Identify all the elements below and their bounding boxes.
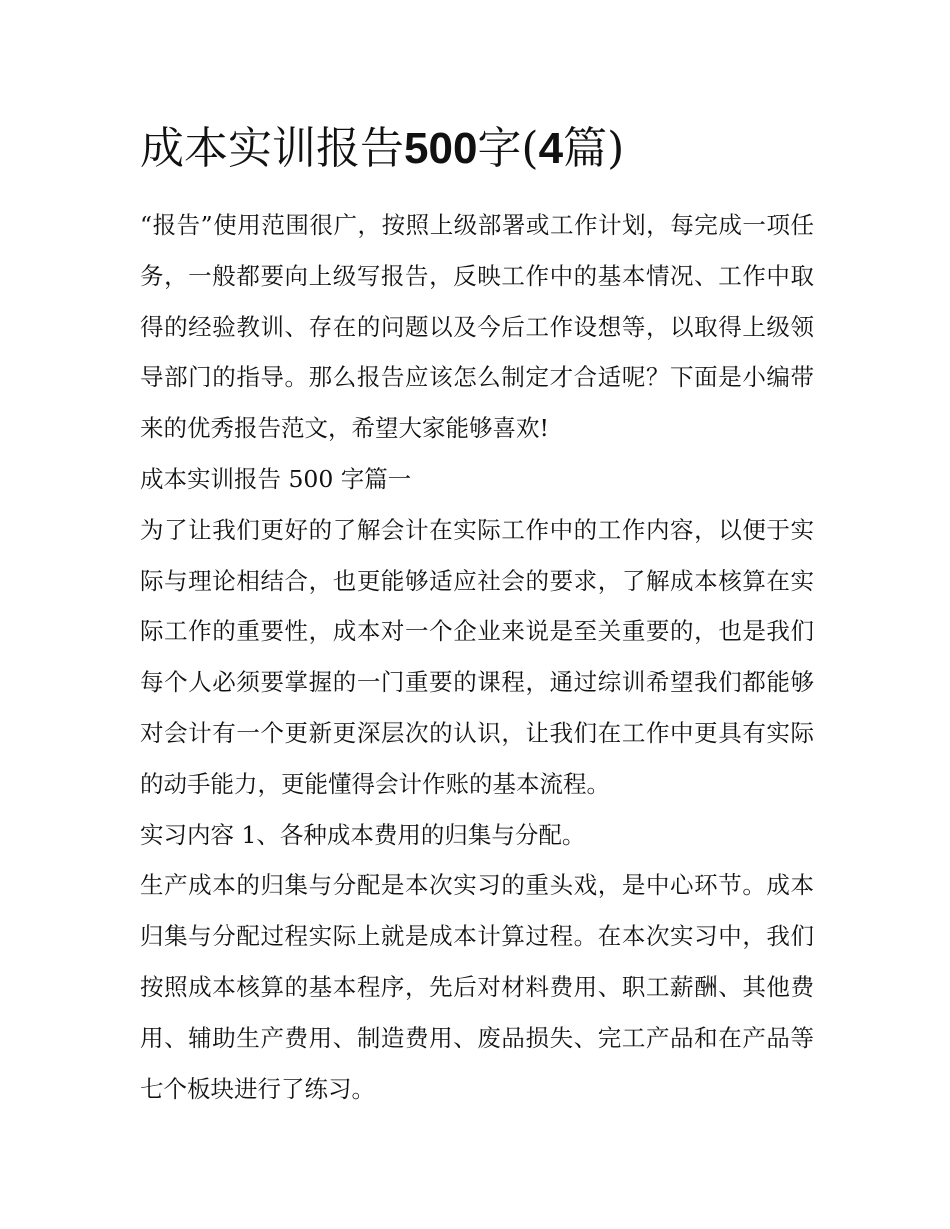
title-text-1: 成本实训报告 <box>140 123 404 174</box>
title-number-4: 4 <box>538 124 564 173</box>
internship-content-heading: 实习内容 1、各种成本费用的归集与分配。 <box>140 820 586 849</box>
title-number-500: 500 <box>404 124 478 173</box>
document-title <box>140 118 814 180</box>
purpose-paragraph: 为了让我们更好的了解会计在实际工作中的工作内容，以便于实际与理论相结合，也更能够适应社会的要求，了解成本核算在实际工作的重要性，成本对一个企业来说是至关重要的，也是我们每个人必须要掌握的一门重要的课程，通过综训希望我们都能够对会计有一个更新更深层次的认识，让我们在工作中更具有实际的动手能力，更能懂得会计作账的基本流程。 <box>140 515 814 798</box>
title-text-3: 篇) <box>563 123 625 174</box>
cost-allocation-paragraph: 生产成本的归集与分配是本次实习的重头戏，是中心环节。成本归集与分配过程实际上就是成本计算过程。在本次实习中，我们按照成本核算的基本程序，先后对材料费用、职工薪酬、其他费用、辅助生产费用、制造费用、废品损失、完工产品和在产品等七个板块进行了练习。 <box>140 871 814 1103</box>
section-heading-part-one: 成本实训报告 500 字篇一 <box>140 464 412 493</box>
intro-paragraph: “报告”使用范围很广，按照上级部署或工作计划，每完成一项任务，一般都要向上级写报告，反映工作中的基本情况、工作中取得的经验教训、存在的问题以及今后工作设想等，以取得上级领导部门的指导。那么报告应该怎么制定才合适呢？下面是小编带来的优秀报告范文，希望大家能够喜欢! <box>140 211 814 443</box>
document-body <box>140 118 814 1114</box>
title-text-2: 字( <box>477 123 539 174</box>
